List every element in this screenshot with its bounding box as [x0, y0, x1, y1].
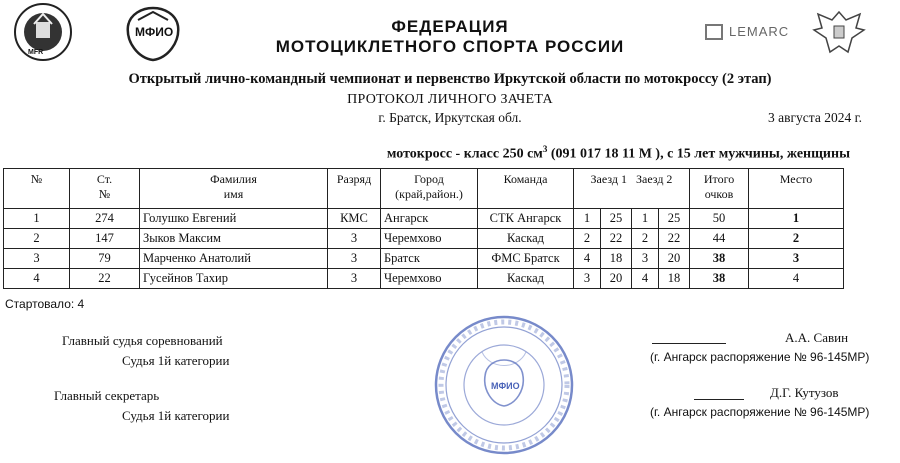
- cell-heat2-score: 20: [659, 249, 690, 269]
- judge-name: А.А. Савин: [785, 330, 849, 345]
- cell-team: ФМС Братск: [478, 249, 574, 269]
- cell-rank: 3: [328, 249, 381, 269]
- header-rank: Разряд: [328, 169, 381, 209]
- cell-num: 2: [4, 229, 70, 249]
- mfio-logo-text: МФИО: [135, 25, 174, 39]
- header-city: [381, 169, 478, 209]
- lemarc-logo-text: LEMARC: [729, 24, 790, 39]
- cell-rank: 3: [328, 229, 381, 249]
- judge-order: (г. Ангарск распоряжение № 96-145МР): [650, 350, 870, 364]
- cell-heat2-pos: 4: [632, 269, 659, 289]
- judge-title: Главный судья соревнований: [62, 333, 223, 348]
- protocol-title: ПРОТОКОЛ ЛИЧНОГО ЗАЧЕТА: [347, 92, 553, 107]
- cell-heat1-pos: 2: [574, 229, 601, 249]
- cell-heat2-score: 22: [659, 229, 690, 249]
- header-total-line2: очков: [704, 187, 734, 201]
- header-name-line2: имя: [223, 187, 244, 201]
- cell-heat2-pos: 3: [632, 249, 659, 269]
- header-place: Место: [749, 169, 844, 209]
- stamp-logo-text: МФИО: [491, 381, 520, 391]
- cell-name: Голушко Евгений: [140, 209, 328, 229]
- cell-heat1-pos: 1: [574, 209, 601, 229]
- cell-place: 3: [749, 249, 844, 269]
- cell-start: 79: [70, 249, 140, 269]
- cell-start: 22: [70, 269, 140, 289]
- judge-category: Судья 1й категории: [122, 353, 230, 368]
- cell-heat1-pos: 3: [574, 269, 601, 289]
- mfr-logo-text: MFR: [28, 49, 44, 56]
- judge-signature-line: [652, 343, 726, 344]
- secretary-category: Судья 1й категории: [122, 408, 230, 423]
- cell-team: Каскад: [478, 229, 574, 249]
- cell-name: Гусейнов Тахир: [140, 269, 328, 289]
- class-prefix: мотокросс - класс 250 см: [386, 146, 543, 162]
- cell-team: СТК Ангарск: [478, 209, 574, 229]
- table-row: [4, 209, 844, 229]
- cell-heat2-pos: 1: [632, 209, 659, 229]
- header-num: №: [4, 169, 70, 209]
- cell-total: 38: [690, 269, 749, 289]
- cell-place: 1: [749, 209, 844, 229]
- header-total-line1: Итого: [703, 172, 735, 186]
- header-city-line2: (край,район.): [395, 187, 463, 201]
- cell-num: 4: [4, 269, 70, 289]
- cell-heat2-pos: 2: [632, 229, 659, 249]
- header-city-line1: Город: [414, 172, 444, 186]
- cell-place: 2: [749, 229, 844, 249]
- federation-title-line1: ФЕДЕРАЦИЯ: [391, 17, 509, 36]
- cell-total: 44: [690, 229, 749, 249]
- results-table: [3, 168, 844, 289]
- cell-start: 147: [70, 229, 140, 249]
- federation-title-line2: МОТОЦИКЛЕТНОГО СПОРТА РОССИИ: [275, 37, 625, 56]
- cell-city: Черемхово: [381, 229, 478, 249]
- cell-heat1-score: 25: [601, 209, 632, 229]
- cell-place: 4: [749, 269, 844, 289]
- header-total: [690, 169, 749, 209]
- cell-heat1-score: 20: [601, 269, 632, 289]
- cell-total: 38: [690, 249, 749, 269]
- header-heats: Заезд 1 Заезд 2: [574, 169, 690, 209]
- cell-city: Ангарск: [381, 209, 478, 229]
- cell-heat2-score: 18: [659, 269, 690, 289]
- table-row: [4, 269, 844, 289]
- cell-name: Зыков Максим: [140, 229, 328, 249]
- event-place: г. Братск, Иркутская обл.: [378, 110, 522, 125]
- cell-rank: 3: [328, 269, 381, 289]
- cell-team: Каскад: [478, 269, 574, 289]
- cell-name: Марченко Анатолий: [140, 249, 328, 269]
- secretary-order: (г. Ангарск распоряжение № 96-145МР): [650, 405, 870, 419]
- cell-city: Черемхово: [381, 269, 478, 289]
- secretary-title: Главный секретарь: [54, 388, 160, 403]
- table-row: [4, 249, 844, 269]
- cell-start: 274: [70, 209, 140, 229]
- header-name-line1: Фамилия: [210, 172, 257, 186]
- header-start-number-line1: Ст.: [96, 172, 113, 186]
- cell-heat1-score: 22: [601, 229, 632, 249]
- class-suffix: (091 017 18 11 М ), с 15 лет мужчины, женщины: [547, 146, 850, 162]
- cell-city: Братск: [381, 249, 478, 269]
- header-start-number-line2: №: [98, 187, 111, 201]
- table-row: [4, 229, 844, 249]
- cell-heat2-score: 25: [659, 209, 690, 229]
- cell-num: 3: [4, 249, 70, 269]
- table-header-row: [4, 169, 844, 209]
- secretary-name: Д.Г. Кутузов: [770, 385, 839, 400]
- cell-heat1-score: 18: [601, 249, 632, 269]
- event-title: Открытый лично-командный чемпионат и первенство Иркутской области по мотокроссу (2 этап): [128, 71, 772, 87]
- header-team: Команда: [478, 169, 574, 209]
- secretary-signature-line: [694, 399, 744, 400]
- event-date: 3 августа 2024 г.: [768, 110, 862, 125]
- header-name: [140, 169, 328, 209]
- started-count: Стартовало: 4: [5, 297, 85, 311]
- cell-num: 1: [4, 209, 70, 229]
- class-line: [387, 144, 850, 163]
- cell-heat1-pos: 4: [574, 249, 601, 269]
- header-start-number: [70, 169, 140, 209]
- cell-total: 50: [690, 209, 749, 229]
- class-sup: 3: [542, 144, 548, 154]
- cell-rank: КМС: [328, 209, 381, 229]
